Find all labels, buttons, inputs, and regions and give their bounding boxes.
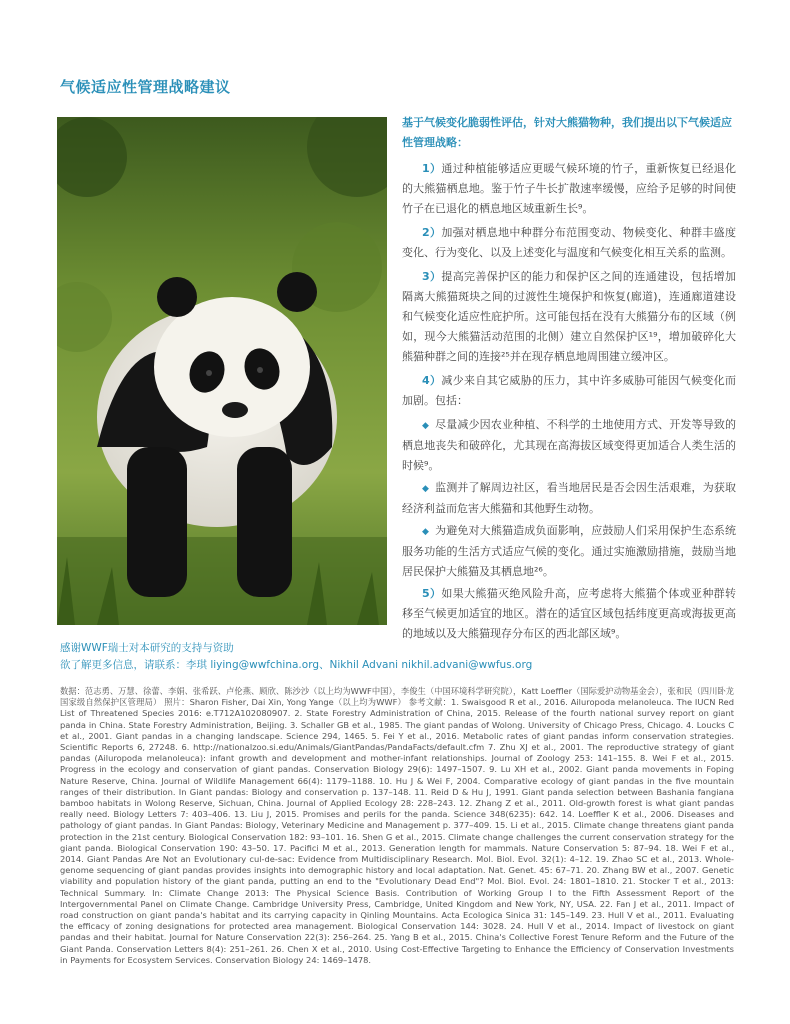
references: 数据：范志勇、万慧、徐蕾、李娟、张希跃、卢伦燕、顾欣、陈沙沙（以上均为WWF中国），李俊生（中国环境科学研究院），Katt Loeffler（国际爱护动物基金会），张和民（四川卧龙国家级自然保护区管理局） 照片：Sharon Fisher, Dai Xin, Yong Yange（以上均为WWF） 参考文献：1. Swaisgood R et al., 2016. Ailuropoda melanoleuca. The IUCN Red List of Threatened Species 2016: e.T712A102080907. 2. State Forestry Administration of China, 2015. Release of the fourth national survey report on giant panda in China. State Forestry Administration, Beijing. 3. Schaller GB et al., 1985. The giant pandas of Wolong. University of Chicago Press, Chicago. 4. Loucks C et al., 2001. Giant pandas in a changing landscape. Science 294, 1465. 5. Fei Y et al., 2016. Metabolic rates of giant pandas inform conservation strategies. Scientific Reports 6, 27248. 6. http://nationalzoo.si.edu/Animals/GiantPandas/PandaFacts/default.cfm 7. Zhu XJ et al., 2001. The reproductive strategy of giant pandas (Ailuropoda melanoleuca): infant growth and development and mother-infant relationships. Journal of Zoology 253: 141–155. 8. Wei F et al., 2015. Progress in the ecology and conservation of giant pandas. Conservation Biology 29(6): 1497–1507. 9. Lu XH et al., 2002. Giant panda movements in Foping Nature Reserve, China. Journal of Wildlife Management 66(4): 1179–1188. 10. Hu J & Wei F, 2004. Comparative ecology of giant pandas in the five mountain ranges of their distribution. In Giant pandas: Biology and conservation p. 137–148. 11. Reid D & Hu J, 1991. Giant panda selection between Bashania fangiana bamboo habitats in Wolong Reserve, Sichuan, China. Journal of Applied Ecology 28: 228–243. 12. Zhang Z et al., 2011. Old-growth forest is what giant pandas really need. Biology Letters 7: 403–406. 13. Liu J, 2015. Promises and perils for the panda. Science 348(6235): 642. 14. Loeffler K et al., 2006. Diseases and pathology of giant pandas. In Giant Pandas: Biology, Veterinary Medicine and Management p. 377–409. 15. Li et al., 2015. Climate change threatens giant panda protection in the 21st century. Biological Conservation 182: 93–101. 16. Shen G et al., 2015. Climate change challenges the current conservation strategy for the giant panda. Biological Conservation 190: 43–50. 17. Pacifici M et al., 2013. Generation length for mammals. Nature Conservation 5: 87–94. 18. Wei F et al., 2014. Giant Pandas Are Not an Evolutionary cul-de-sac: Evidence from Multidisciplinary Research. Mol. Biol. Evol. 32(1): 4–12. 19. Zhao SC et al., 2013. Whole-genome sequencing of giant pandas provides insights into demographic history and local adaptation. Nat. Genet. 45: 67–71. 20. Zhang BW et al., 2007. Genetic viability and population history of the giant panda, putting an end to the "Evolutionary Dead End"? Mol. Biol. Evol. 24: 1801–1810. 21. Stocker T et al., 2013: Technical Summary. In: Climate Change 2013: The Physical Science Basis. Contribution of Working Group I to the Fifth Assessment Report of the Intergovernmental Panel on Climate Change. Cambridge University Press, Cambridge, United Kingdom and New York, NY, USA. 22. Fan J et al., 2011. Impact of road construction on giant panda's habitat and its carrying capacity in Qinling Mountains. Acta Ecologica Sinica 31: 145–149. 23. Hull V et al., 2011. Evaluating the efficacy of zoning designations for protected area management. Biological Conservation 144: 3028. 24. Hull V et al., 2014. Impact of livestock on giant pandas and their habitat. Journal for Nature Conservation 22(3): 256–264. 25. Yang B et al., 2015. China's Collective Forest Tenure Reform and the Future of the Giant Panda. Conservation Letters 8(4): 251–261. 26. Chen X et al., 2010. Using Cost-Effective Targeting to Enhance the Efficiency of Conservation Investments in Payments for Ecosystem Services. Conservation Biology 24: 1469–1478. <box>60 686 734 965</box>
sub-item-text: 为避免对大熊猫造成负面影响，应鼓励人们采用保护生态系统服务功能的生活方式适应气候的变化。通过实施激励措施，鼓励当地居民保护大熊猫及其栖息地²⁶。 <box>402 524 737 578</box>
sub-item <box>402 478 736 519</box>
item-number: 5） <box>422 587 442 600</box>
diamond-bullet-icon: ◆ <box>422 527 430 537</box>
item-number: 4） <box>422 374 442 387</box>
strategy-item-4 <box>402 371 736 411</box>
item-text: 减少来自其它威胁的压力，其中许多威胁可能因气候变化而加剧。包括： <box>402 374 737 407</box>
sub-item-text: 监测并了解周边社区，看当地居民是否会因生活艰难，为获取经济利益而危害大熊猫和其他野生动物。 <box>402 481 737 515</box>
item-text: 提高完善保护区的能力和保护区之间的连通建设，包括增加隔离大熊猫斑块之间的过渡性生境保护和恢复(廊道)，连通廊道建设和气候变化适应性庇护所。这可能包括在没有大熊猫分布的区域（例如，现今大熊猫活动范围的北侧）建立自然保护区¹⁹，增加破碎化大熊猫种群之间的连接²⁵并在现存栖息地周围建立缓冲区。 <box>402 270 737 363</box>
acknowledgement <box>60 640 740 674</box>
item-number: 1） <box>422 162 442 175</box>
sub-item-text: 尽量减少因农业种植、不科学的土地使用方式、开发等导致的栖息地丧失和破碎化，尤其现在高海拔区域变得更加适合人类生活的时候⁹。 <box>402 418 737 472</box>
item-number: 2） <box>422 226 442 239</box>
contact-line: 欲了解更多信息，请联系：李琪 liying@wwfchina.org、Nikhil Advani nikhil.advani@wwfus.org <box>60 659 533 671</box>
sub-item <box>402 521 736 582</box>
diamond-bullet-icon: ◆ <box>422 421 430 431</box>
strategy-item-1 <box>402 159 736 219</box>
strategy-intro: 基于气候变化脆弱性评估，针对大熊猫物种，我们提出以下气候适应性管理战略： <box>402 116 732 149</box>
strategy-item-5 <box>402 584 736 644</box>
item-text: 如果大熊猫灭绝风险升高，应考虑将大熊猫个体或亚种群转移至气候更加适宜的地区。潜在的适宜区域包括纬度更高或海拔更高的地域以及大熊猫现存分布区的西北部区域⁹。 <box>402 587 737 640</box>
page-title: 气候适应性管理战略建议 <box>60 78 231 96</box>
strategy-column <box>402 113 736 648</box>
giant-panda-photo <box>57 117 387 625</box>
sub-item <box>402 415 736 476</box>
item-text: 加强对栖息地中种群分布范围变动、物候变化、种群丰盛度变化、行为变化、以及上述变化与温度和气候变化相互关系的监测。 <box>402 226 737 259</box>
strategy-item-2 <box>402 223 736 263</box>
strategy-item-3 <box>402 267 736 367</box>
item-text: 通过种植能够适应更暖气候环境的竹子，重新恢复已经退化的大熊猫栖息地。鉴于竹子牛长扩散速率缓慢，应给予足够的时间使竹子在已退化的栖息地区域重新生长⁹。 <box>402 162 737 215</box>
diamond-bullet-icon: ◆ <box>422 484 430 494</box>
item-number: 3） <box>422 270 442 283</box>
thanks-line: 感谢WWF瑞士对本研究的支持与资助 <box>60 642 234 654</box>
